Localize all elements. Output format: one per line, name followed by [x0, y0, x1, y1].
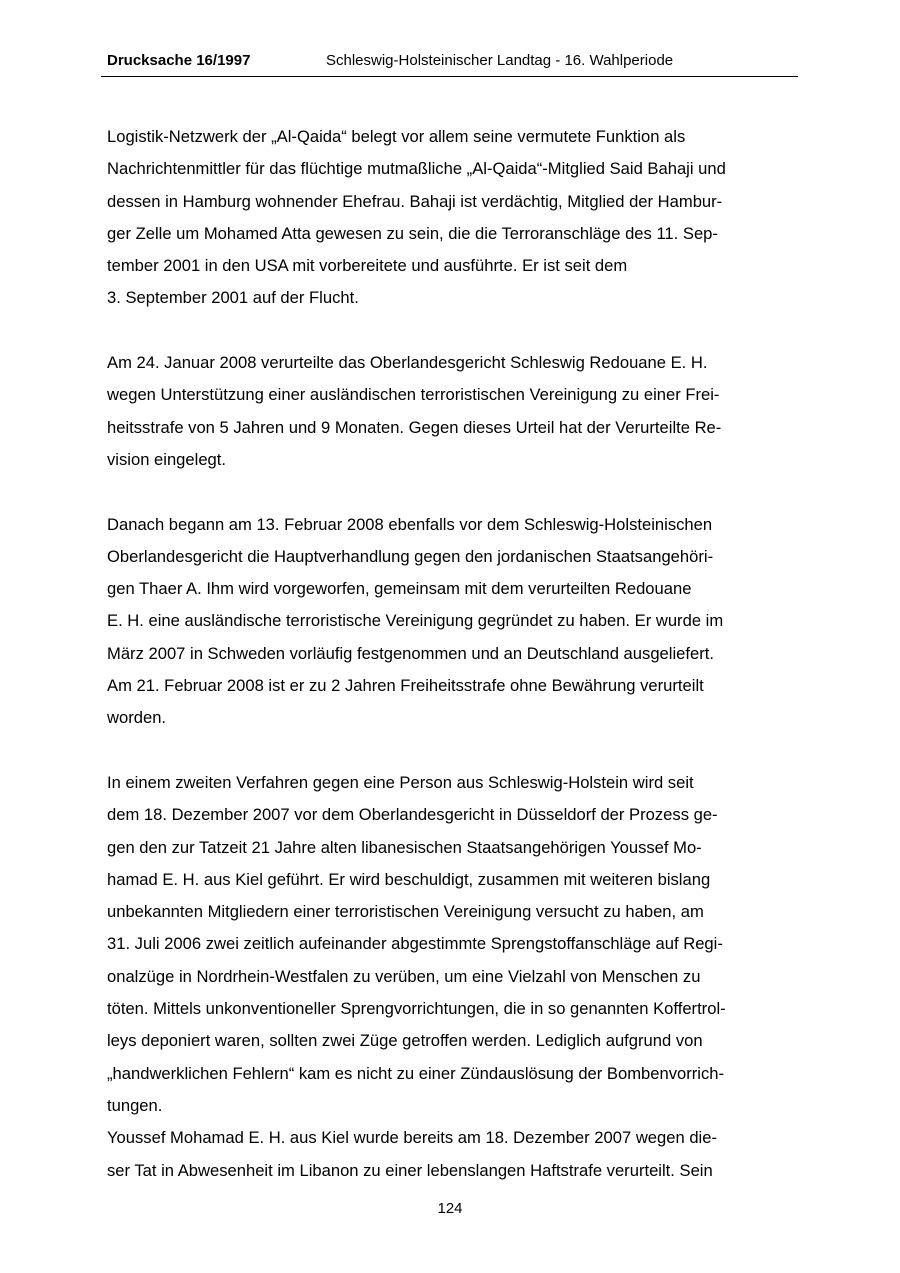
text-line: gen Thaer A. Ihm wird vorgeworfen, gemeinsam mit dem verurteilten Redouane	[107, 579, 692, 599]
text-line: töten. Mittels unkonventioneller Sprengvorrichtungen, die in so genannten Koffertrol-	[107, 999, 726, 1019]
body-text	[107, 121, 797, 1187]
text-line: unbekannten Mitgliedern einer terroristischen Vereinigung versucht zu haben, am	[107, 902, 704, 922]
text-line: „handwerklichen Fehlern“ kam es nicht zu einer Zündauslösung der Bombenvorrich-	[107, 1063, 725, 1083]
document-number: Drucksache 16/1997	[107, 52, 251, 69]
text-line: gen den zur Tatzeit 21 Jahre alten libanesischen Staatsangehörigen Youssef Mo-	[107, 837, 702, 857]
paragraph-gap	[107, 476, 797, 508]
paragraph	[107, 347, 797, 476]
text-line: vision eingelegt.	[107, 449, 227, 469]
paragraph	[107, 1122, 797, 1187]
page-number: 124	[437, 1200, 463, 1217]
page-header	[101, 52, 798, 77]
paragraph	[107, 509, 797, 735]
text-line: Nachrichtenmittler für das flüchtige mutmaßliche „Al-Qaida“-Mitglied Said Bahaji und	[107, 159, 726, 179]
text-line: In einem zweiten Verfahren gegen eine Person aus Schleswig-Holstein wird seit	[107, 772, 694, 792]
text-line: tember 2001 in den USA mit vorbereitete und ausführte. Er ist seit dem	[107, 256, 628, 276]
text-line: ger Zelle um Mohamed Atta gewesen zu sein, die die Terroranschläge des 11. Sep-	[107, 223, 718, 243]
text-line: 3. September 2001 auf der Flucht.	[107, 288, 359, 308]
text-line: Logistik-Netzwerk der „Al-Qaida“ belegt vor allem seine vermutete Funktion als	[107, 127, 686, 146]
paragraph	[107, 767, 797, 1122]
text-line: E. H. eine ausländische terroristische Vereinigung gegründet zu haben. Er wurde im	[107, 611, 724, 631]
text-line: Oberlandesgericht die Hauptverhandlung gegen den jordanischen Staatsangehöri-	[107, 546, 714, 566]
text-line: dem 18. Dezember 2007 vor dem Oberlandesgericht in Düsseldorf der Prozess ge-	[107, 805, 718, 825]
parliament-title: Schleswig-Holsteinischer Landtag - 16. Wahlperiode	[326, 52, 674, 69]
text-line: worden.	[107, 708, 167, 728]
text-line: Danach begann am 13. Februar 2008 ebenfalls vor dem Schleswig-Holsteinischen	[107, 514, 713, 534]
text-line: heitsstrafe von 5 Jahren und 9 Monaten. Gegen dieses Urteil hat der Verurteilte Re-	[107, 417, 722, 437]
text-line: ser Tat in Abwesenheit im Libanon zu einer lebenslangen Haftstrafe verurteilt. Sein	[107, 1160, 713, 1180]
paragraph-gap	[107, 735, 797, 767]
paragraph-gap	[107, 315, 797, 347]
text-line: 31. Juli 2006 zwei zeitlich aufeinander abgestimmte Sprengstoffanschläge auf Regi-	[107, 934, 723, 954]
paragraph	[107, 121, 797, 315]
text-line: tungen.	[107, 1095, 163, 1115]
text-line: Youssef Mohamad E. H. aus Kiel wurde bereits am 18. Dezember 2007 wegen die-	[107, 1128, 717, 1148]
text-line: hamad E. H. aus Kiel geführt. Er wird beschuldigt, zusammen mit weiteren bislang	[107, 869, 711, 889]
text-line: Am 21. Februar 2008 ist er zu 2 Jahren Freiheitsstrafe ohne Bewährung verurteilt	[107, 676, 704, 696]
text-line: März 2007 in Schweden vorläufig festgenommen und an Deutschland ausgeliefert.	[107, 643, 714, 663]
text-line: dessen in Hamburg wohnender Ehefrau. Bahaji ist verdächtig, Mitglied der Hambur-	[107, 191, 723, 211]
text-line: Am 24. Januar 2008 verurteilte das Oberlandesgericht Schleswig Redouane E. H.	[107, 353, 708, 373]
text-line: wegen Unterstützung einer ausländischen terroristischen Vereinigung zu einer Frei-	[107, 385, 720, 405]
text-line: leys deponiert waren, sollten zwei Züge getroffen werden. Lediglich aufgrund von	[107, 1031, 703, 1051]
text-line: onalzüge in Nordrhein-Westfalen zu verüben, um eine Vielzahl von Menschen zu	[107, 966, 701, 986]
